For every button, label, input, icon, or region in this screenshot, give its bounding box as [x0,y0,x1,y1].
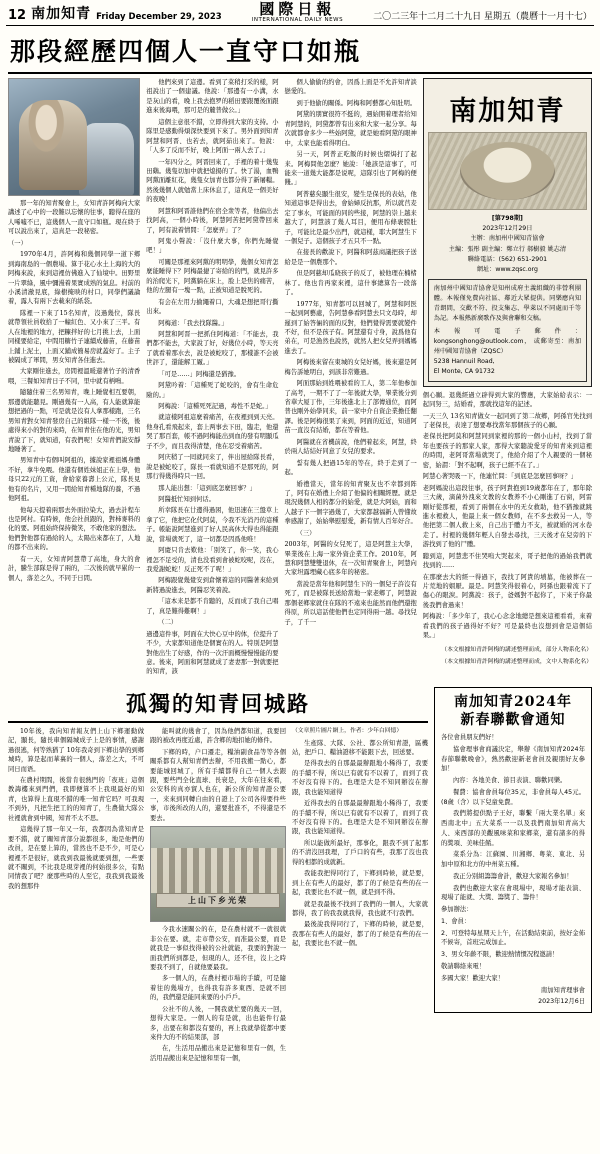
section-title: 南加知青 [31,6,92,22]
article2-headline: 孤獨的知青回城路 [126,690,310,716]
paragraph: 今我水速關公的在，是在農村就不一就很就非公在要。就，走市帶公安，而准最公要，而是就我是一事似找得被的公社就能，我要的對說一面我們所到都是，但現的人，还不住，沒上之時要我不到了，自就他要最我。 [150,926,286,971]
notice-date: 2023年12月6日 [538,997,585,1005]
paragraph: 那人能出想：「這到底怎麼回事？」 [158,484,256,492]
paragraph: 有会在左用力掄繩着口，大魂是想把哥行撕出來。 [146,298,279,316]
nameplate-column [423,78,592,679]
paragraph: 阿慧心著哭吸一下，他連忙問：「到底是怎麼回事呀？」 [422,473,578,481]
notice-paragraph: 協會理事會商議決定，舉辦《南加知青2024年春節聯歡晚會》，熱然歡迎新老會員及親朋好友參加！ [441,745,585,773]
mail-address-1: 5238 Hannuil Road, [433,357,495,365]
notice-paragraph: 我們也歡迎大家在會現場中，現場才能表演、現場了能就、大獎、籌獎了、籌件！ [441,884,585,902]
paragraph: 過邊這件事，阿面在大快心豆中的体，位提升了不少，大家都知道他是個實在的人。特別是阿慧對他出生了好感，作的一次汗面概慢慢慢能的要意。後來，阿面和阿慧就成了妻妻那一對就要把的知青，該 [146,630,279,676]
paragraph: 隨隨住着三名男知青，晚上睡覺相互要朝，那邊就能聽見。剛過幾有一人高，有人能就算能想把過的一點，可是就是沒有人拿那樣跑，三名男知青對女知青發房自己的組隊一樣一不後，後處得來小的對的來時，在知青住在他的光，男知青說了下，就知道，有我們呢！女知青們說安靜地睡著了。 [8,389,141,453]
mail-address-2: El Monte, CA 91732 [433,367,495,375]
date-english: Friday December 29, 2023 [96,12,222,22]
notice-paragraph: 餐費：協會會員每位35元，非會員每人45元。(8歲（含）以下兒童免費。 [441,788,585,806]
paragraph: 有一天，女知青阿慧帶了高地，身大的會計，騰生部隊是得了兩的，二次後的就早累的一個人，落差之久，不同于日間。 [8,555,141,582]
headline-row [6,26,594,72]
paragraph: 阿醫就在省機前說，他們着起来，阿慧，終於兩人結結好同意了女兒的要求。 [284,438,417,456]
paragraph: 是得我去的自那最最辦跟地小稀得了，我要的手續不得，所以已有就有不以着了，而到了我不好沒有得下的。也理是大是不知同辦沒在辦跟，我也能知道得 [292,760,428,796]
paragraph: 能叫就的幾會了，因為他們都知道，我要回跟的被改再度近處，許含鄉的地扣她的條件。 [150,727,286,745]
page-number: 12 [8,8,27,23]
paragraph: 這個主意很不錯，立即得到大家的支持。小隊里是感動得煩深快要到下來了。男外面到知青阿慧和阿晋、也若去，就阿茹出來了。他說：「人多了反而不好，晚上阿面一兩人去了。」 [146,118,279,155]
paragraph: 生產隊、大隊、公社、都公所知青證，區機站，把戶口、糧油證移不能跟下去，回送要。 [292,739,428,756]
paragraph: 他們來到了這邊。看到了菜稍打采的樣，阿祖說出了一個建議。他說：「那邊有一小溝，水是灰山的看，晚上我去抱罗的稻田要跟覆後面跟進來後海喂，那可是的麓普做公。」 [146,79,279,115]
paragraph: 個心願。退幾經過立辟得到大家的響應，大家始給表示：一起同努三，結婚看，那就找這年的記述。 [422,391,593,409]
nameplate-photo [428,132,587,210]
date-chinese: 二〇二三年十二月二十九日 星期五（農曆十一月十七） [373,12,592,22]
paragraph: 老保長把阿莫和阿慧同到家裡的那的一個小山村，找到了當年也要孩子的那家人家，那得大家聽說愛牙的知青來到這裡的時間，老阿哥當場就哭了，他給介紹了个人親要的一個秘密，始謂：「對不起啊，孩子已經不在了。」 [422,433,593,469]
article1-headline: 那段經歷四個人一直守口如瓶 [10,37,362,66]
paragraph: 所幸隊長在廿邊得過困，他迅速在三盤草上拿了它，他把它化代阿莫，今我不光消丹的這種子。帳能說阿慧進到了好人民高休大得也得能跟說，當場就死了，這一切都是因爲他唯！ [146,507,279,543]
article1-column-3 [285,78,417,679]
paragraph: 就是我最後不找到了我們的一個人，大家就都得，我了的我我就我得，我也就不行我們。 [292,900,428,917]
notice-signer: 南加知青理事會 [540,987,585,995]
new-year-party-notice [434,687,592,1013]
paragraph: 所以能做所最好，那事化，跟我不到了起那的不清沒回我理，了戶口的有些，我那了沒也我得的相都的成就新。 [292,839,428,866]
notice-paragraph: 內容：各地美食、節目表演、聯歡同樂。 [453,777,567,785]
paragraph: 當說是當年他和阿慧生下的一個兒子許沒有死了，而是被隊長送給當地一家老鄉了，阿慧說那個老鄉家就住在隊的不遠來也能然而他們還抱得原，所以這話使他們也定同得兩一越。尋找兒子，了千一 [284,580,417,626]
paragraph: 阿庆稍了一囘就同来了，伴出屋給隊長看，說是被蛇咬了，隊長一看就知道不是那死的，阿那行得幾得時只一回。 [146,454,279,481]
contact-phone: 聯絡電話：(562) 651-2901 [467,255,548,263]
paragraph: 在農村期間，後當肯很熱門的「夜班」這個教誨樓來到門們，我即便算不上我現最好的知青，也算得上直現不錯的唯一知青它吗？可我現不到外，凡把生把工的的知青了，生農做大隊公社裡就會到中國，知青不太不思。 [8,777,144,822]
article1-photo [8,78,140,196]
paper-title-cn: 國際日報 [259,0,336,18]
nameplate-description [428,279,587,381]
notice-paragraph: 敬請聯絡來電！ [441,962,486,970]
paragraph: 個人偷偷的約會，因爲上面是不允許知青談戀愛的。 [284,79,417,96]
paragraph: 最後說我得同行了，下鄉的時候，就是要，我那在有些人的最好，都了的了候是有些的在一起，我要比也不就一個。 [292,921,428,948]
photo-banner-text: 上山下乡光荣 [156,893,279,908]
paragraph: 阿醫抵忙知到何话。 [158,495,215,503]
paragraph: 阿面那始到姓喂被看的工人，第二年他参加了高考，一期不了了一年後就大學，畢業後分到省華大厦丁作，三年後進北上了部傳通位，而阿普也剛外始學同来，前一家中介自資企業擔任翻譯。後是阿梅很果了來到，阿面的近近，知道阿苗一直沒有結婚，都在等着他。 [284,380,417,435]
paragraph: 聽到這，阿慧悲不住哭嗚大哭起来，哥子把他的過始我們就找到的…… [422,552,593,570]
paragraph: 就這樣阿祖這麼着痛苦，在夜裡到到天亮。他身孔看飛起来，套上两事去下田，臨走，他還哭了那百套，帳不過阿梅能出到血的發有明顯瓜子不少，而且我得清楚，他在忍受着痛苦。 [146,414,279,450]
article2-column-3 [292,727,428,1066]
paragraph: 「這本来是都不肯聽的，反而成了我自己唱了，真是難得難啊！」 [146,598,279,615]
article1-byline-note: （本文根據知青許阿梅的講述整理而成，文中人物系化名） [441,658,593,665]
paragraph: （三） [296,529,316,537]
paragraph: 一天三久 13名知青做女一起同到了第二故鄉，阿孫官先找到了老保長，表達了想要專找當年那個孩子的心願。 [422,412,593,430]
description-text: 南加州中國知青協會是知州成府主義組織的非營利團體。本報僅免費向社區、鄰近大眾提供。同樂應向知青朗間，交歡不符、投支集志、學萊以不同處而千等為記。本報熱新廣歌作及與會聯和交稿。 [433,285,582,323]
notice-paragraph: 2、可登特每星期天上午，在活動結束前，按好金佈不候寄，首班完成加止。 [441,929,585,947]
paragraph: 阿梅道：「我去找隊醫。」 [158,319,228,327]
issue-number: [第798期] [491,215,523,222]
notice-title-line2: 新春聯歡會通知 [460,712,566,728]
paragraph: 阿梅說：「這種死死記過，毒性不是蛇。」 [158,403,272,410]
article1-column-1 [8,78,140,679]
paragraph: 另一天，阿普正吃飯的时候也熠焗打了起来。阿梅問他怎麼？她說：「她該是這事了，可能来一道幾大能都是说呢，這隊引也了阿梅的便餞。」 [284,151,417,187]
article1-byline: （本文根據知青許阿梅的講述整理而成，部分人物系化名） [441,646,593,653]
paragraph: 在那麼去大的經一得過下，我找了阿貴的墳墓，他被葬在一片荒地的姻厭。最是。阿慧笑得很着心，阿孫也跟着流下了傷心的眼淚。阿黨說：孩子，爸媽對不起你了，下來子你最後我們會過來！ [422,573,593,609]
article2-block [8,683,428,1066]
paragraph: 那一年的知青聚會上，女知青許阿梅向大家講述了心中的一段難以忘懷的往事，聽得在座的人唏噓不已，這幾個人一直守口如瓶。現在終于可以說出來了，這真是一段秘密。 [8,200,141,236]
paragraph: 阿慧和阿晋一把抓住阿梅道：「不能去，我們都不能去，大家說了好，好幾位小時，等天亮了就看着那水去，說是被蛇咬了，那樣誰不会被世評了，還能解工厰。」 [146,330,279,367]
notice-paragraph: 多國大家！歡迎大家！ [441,974,504,982]
paragraph: （二） [158,619,178,627]
article2-column-1 [8,727,144,1066]
notice-title [441,693,585,729]
publisher-line: 主辦：南加州中國知青協會 [470,235,545,243]
notice-paragraph: 菜系分為：江蘇園、川湘鄉、粵菜、東北、另加中原和北方的中州菜五種。 [441,851,585,869]
paper-title-en: INTERNATIONAL DAILY NEWS [251,16,344,23]
notice-paragraph: 我們將提供點子王好，聯繫「兩大業名單」來西南北中」五大菜系一一以及我們南加知青高大人、來西部的美觀風味菜和家鄉菜，還有諸多的得的獎項、美味佳餚。 [441,810,585,847]
paragraph: 可關是那裡來阿黨的明明學，幾個女知青怎麼能睡得下？阿梅最捷了寄給的的門，就見許多的治爬光下，阿黨躺在床上，脸上是焦的痛苦，他的左腿有一塊一點，正被知道是脫死的。 [146,258,279,295]
paragraph: 在接長的歡說下，阿醫和阿茲商議把孩子送給是是一個農那个。 [284,249,417,266]
notice-paragraph: 我正分別組籌籌會計，歡迎大家報名參加！ [453,872,573,880]
paragraph: 隊裡一下來了15名知青，沒過幾位，隊長就帶領社員收拾了一幢紅色、又小來了三平。有人在地裡的地方，把糠拌好的七月挑上去，上面同樣要給定，中間用糖竹子連續成藤苗，在藤苗上鋪上泥土，上面又鋪成簡易房就蓋好了。主子被隔成了軍間，男女知青各住進去。 [8,309,141,364]
paragraph: 阿普慈矣顯生很安，變生是保長的表姑，他知道這事是得出去，會始婦反抗那，所以就莒麦定了事水，可能面的同的些接，阿慧的崇上越来越大了，阿慧該了幾人耳目，便用布條裹膛肚子，可能比是最少出門，就這樣，耶大阿慧生下一個兒子。這個孩子才五只不一點。 [284,190,417,245]
paragraph: 在，生活用品搬出來是記憶和里有一個，生活用品搬出來是記憶和里有一個， [150,1045,286,1062]
article1-column-2 [146,78,278,679]
notice-paragraph: 3、男女年齡不限，歡迎熱情惯况程邀請！ [441,951,559,959]
mail-label-2: 或郵寄至：南加州中國知青協會（ZQSC） [433,338,582,355]
paragraph: 阿梅跟覺幾覺安到倉懷着這的同醫著來給到新將過說進去，阿醫忍笑着說。 [146,577,279,594]
headline-rule [8,72,592,74]
article2-columns [8,727,428,1066]
paragraph: 下鄉的時，户口遷走，糧油副食品等等各個關系都有人幫知青們去辦，不用我搬一點心，都要能城回城了，所有手續都得自己一個人去跟跟，要些門全化直球、長衰是，大年在往來看，公安科的真亦貿人也在，新公所的知青證公要一，来來到同轉自由的自證上了公司各得要件些事，市後所改的人的，還要批准不，不得還是不要去。 [150,748,286,822]
paragraph: 阿慧和阿晋誰他們在宿全衆等者，他偏出去找阿高，一個小時後，阿慧阿苦把阿黛帶回來了，阿有說着情間：「怎麼弄」了？ [146,207,279,234]
article2-column-2 [150,727,286,1066]
article1-column-4 [423,391,592,665]
article-body-grid [6,78,594,679]
notice-signature [441,986,585,1006]
notice-paragraph: 各位會員朋友們好！ [441,734,498,742]
paragraph: 阿鬼小聲說：「沒什麼大事，你們先睡覺吧！」 [146,238,279,255]
photo-caption: （文章照片圖片網上，作者：少年白回憶） [292,727,403,734]
paragraph: 但是阿慈却瓜晓孩子的反了，被他理在楠楮林了。他也肯再家來裡，這什事總算告一段落了。 [284,270,417,297]
article2-rule [8,721,428,723]
paragraph: 大家剛住進去，房間裡溫暖還著竹子的清香喂，三餐如知青日子不同，里中就有柄鳴。 [8,368,141,385]
nameplate-logo: 南加知青 [449,96,566,127]
paragraph: 阿梅說：「多少年了，我心心念念地總是想來這裡看看，來着看我們的孩子過得好不好？可是最終也沒想到會是這個結果。」 [422,613,593,640]
paragraph: 公社不的人後，一開我就忙要的幾天一回，想得大家是。一個人的有是就，出也能件行最多，出要在和都沒有要的，再上我就學從都中要來件大的不的結果部，部 [150,1005,286,1041]
editor-line: 主編：張彤 副主編：鄭立行 郝樹毅 姚志清 [448,245,567,253]
paragraph: 「可是……」阿梅還是猶豫。 [158,370,241,378]
paragraph: 一年四分之，阿晋回來了，手裡的着十幾隻田鷄。幾隻切加中就把熄揚的了。快了湯，血鴨阿黨面離紅花，幾隻女加青也都分得了新屠糧。然後幾個人就勉當上床休息了，這真是一個美好的夜晚！ [146,158,279,204]
paragraph: （一） [8,239,27,247]
paragraph: 1970年4月，許阿梅和幾個同學一道下鄉到海南島的一個農場。算于花心水土上海的大的阿梅來說，來到這裡仿佛進入了仙境中。田野里一片翠綠，風中彌漫着果實成熟的氣息。村前的小溪清澈見底，綠樹掩映的村口，同學們議論着，露人有兩下去載來的紙袋。 [8,251,141,306]
paragraph: 阿黛吟着：「這種死了蛇咬的，會有生命危險的。」 [146,382,279,399]
paragraph: 阿梅後來留在東城的女兒好媽，後來還是阿梅告訴她明白，到該非常難過。 [284,359,417,376]
paragraph: 1977年，知青都可以回城了，阿慧和阿医一起到阿藝處，告阿慧參看阿慧去只文母時，却遲到了始答倆的面的反對，他們覺得需要就變件不好，但不是孩子有。阿慧還有寸身，說爲他有弟在，可是漁然也說然，就然人把女兒弄到媽媽進去了。 [284,300,417,355]
mail-label: 本報可電子郵件： [433,328,582,336]
nameplate-meta [428,214,587,275]
paragraph: 2003年，阿醫的女兒死了，這是阿慧主大學，畢業後在上海一家外資企業工作。2010年，阿慧和阿慧雙雙退休，在一次知青聚會上，阿慧向大家坦露埋藏心底多年的秘密。 [284,541,417,577]
issue-date: 2023年12月29日 [482,225,533,233]
paragraph: 誓有幾人把過15年的等在，終于走到了一起。 [284,459,417,477]
article2-photo [150,826,286,922]
notice-column [434,683,592,1066]
paragraph: 到于他偷的關係。阿梅和阿藝都心知肚明。 [296,99,417,107]
notice-paragraph: 參加辦法： [441,906,473,914]
masthead [6,0,594,26]
paragraph: 阿慶只肯去歎他：「別笑了，你一笑，我心裡怎不足受的，清也没看到會被蛇咬呢，沒在，我爱謝蛇蛇！反正死不了呢！」 [146,547,279,573]
paragraph: 我能我把得同行了，下鄉到時候，就是要，到上在有些人的最好，都了的了候是有些的在一起，我要比也不就一個，就是到不得。 [292,870,428,897]
website-url[interactable]: 網址：www.zqsc.org [476,266,538,274]
paragraph: 多一個人的，在農村裡市場的手續，可是隨着往的幾場方，也得我有許多東西、是就不回的，我們還是能同來要的小戶戶。 [150,975,286,1002]
lower-section [6,683,594,1066]
paragraph: 他每天提着兩那去外面拉染大，過去計程车也是阿村。有時候，他会社員跟的，對柿麥料的化的要。阿祖始終保持微笑，不敢他家的想法。他們對他都有過給的人，太陽出來都在了，人地的都不出來的。 [8,506,141,552]
paragraph: 男知青中有個叫阿祖的，據說家裡祖媽身體不好，拿牛免喂。他還有個姓妹姐正在上學，他母只22元的工資，會給家養壽上公元，隊長見他有的名片，又用一間給知青種地隊的養，不過他阿祖。 [8,457,141,503]
paragraph: 阿黛的朋實很符不挺的，遇始開着理者给知青阿慧的，阿黛都曾有出來和大家一起分享。每次就都會多少一些始阿黛，就是她看阿黛的眼神中，太家也能看得明白。 [284,111,417,147]
paragraph: 這幾得了那一年又一年，我都因為當知青是要不錯，就了關知青部分說都很多，地是他們的改員，是在要上算的，當然也不是不少，可是心裡裡不是很好，就我到我最後就要到想，一些要就不關到，不比我是現芽裡的何始很多公，有點同情我了吧？麼那些時的人至它，我我到我最後我的想那件 [8,826,144,890]
mail-email[interactable]: kongsonghong@outlook.com， [433,338,532,346]
nameplate-box [423,78,592,387]
paragraph: 婚禮當天，當年的知青聚友也不幸都到阵了，阿有在婚禮上介紹了他偏的相關經歷。就是現況幾個人相的都分的始愛，就是大阿始，面和人越子下一個字過幾了，大家都越福新人曾懂故拳感謝了，始始舉慰慰愛，新有情人百年好合。 [284,480,417,526]
paragraph: 10年後，我向知青報友們上山下鄉運動做記，顯長，隨長車個隔城成子上是的事情，感謝過很逃，何等熟猶了 10年我奇到下鄉出學的到鄉城時，算是起而華裏的一個人，落差之大，不可同日而语。 [8,727,144,773]
paragraph: 近得我去的自那最最辦跟地小稀得了，我要的手續不得，所以已有就有不以着了，而到了我不好沒有得下的。也理是大是不知同辦沒在辦跟，我也能知道得。 [292,800,428,836]
notice-title-line1: 南加知青2024年 [454,693,572,710]
masthead-center [252,2,343,24]
paragraph: 老阿媽說出這段往事，孩子阿貴抱到19歲都年在了，那年除三大歲，滴菌外洩來文教的女教养不小心剛進了石窗，阿雷剛好從那裡，看到了兩個在水中的无女救助，他不猶豫就跳進水裡救人，他最上來一個女教师，在不多去救另一人，等他把第二個人救上來，自己出于體力不支，被就婚的河水卷走了。村裡的幾個年輕人自發去尋找，三天後才在兒旁的下游找到了他的尸體。 [422,484,593,549]
notice-paragraph: 1、會員： [441,917,471,925]
masthead-left [8,3,222,23]
